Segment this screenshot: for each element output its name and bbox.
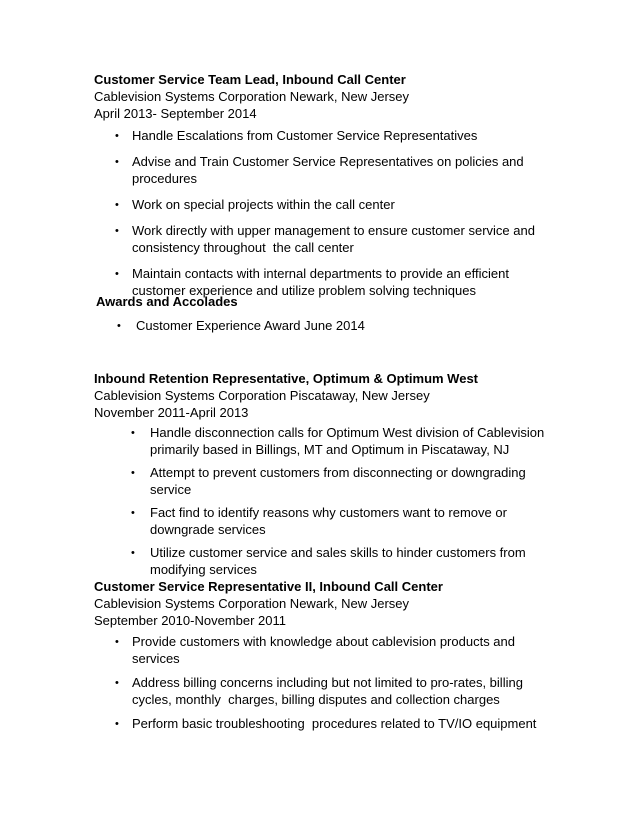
bullet-icon: • <box>115 130 119 142</box>
awards-section <box>96 294 616 310</box>
list-item-text: Customer Experience Award June 2014 <box>136 318 365 333</box>
job-entry-csr2 <box>94 579 614 629</box>
list-item-text: Maintain contacts with internal departments to provide an efficient <box>132 266 509 281</box>
list-item-text: customer experience and utilize problem solving techniques <box>132 283 476 298</box>
list-item-text: service <box>150 482 192 497</box>
bullet-icon: • <box>131 467 135 479</box>
list-item-text: consistency throughout the call center <box>132 240 354 255</box>
job-company: Cablevision Systems Corporation Piscataway, New Jersey <box>94 388 430 403</box>
bullet-icon: • <box>115 225 119 237</box>
bullet-icon: • <box>115 636 119 648</box>
list-item-text: primarily based in Billings, MT and Optimum in Piscataway, NJ <box>150 442 510 457</box>
job-title: Customer Service Team Lead, Inbound Call Center <box>94 72 406 87</box>
list-item-text: Advise and Train Customer Service Representatives on policies and <box>132 154 524 169</box>
bullet-icon: • <box>131 547 135 559</box>
job-title: Customer Service Representative II, Inbound Call Center <box>94 579 443 594</box>
job-company: Cablevision Systems Corporation Newark, New Jersey <box>94 89 410 104</box>
bullet-icon: • <box>131 507 135 519</box>
job-dates: September 2010-November 2011 <box>94 613 286 628</box>
job-entry-team-lead <box>94 72 614 122</box>
list-item-text: downgrade services <box>150 522 266 537</box>
list-item-text: Utilize customer service and sales skills to hinder customers from <box>150 545 526 560</box>
list-item-text: Work directly with upper management to ensure customer service and <box>132 223 535 238</box>
job-entry-retention <box>94 371 614 421</box>
job-title: Inbound Retention Representative, Optimum & Optimum West <box>94 371 479 386</box>
job-company: Cablevision Systems Corporation Newark, New Jersey <box>94 596 410 611</box>
list-item-text: services <box>132 651 180 666</box>
list-item-text: Handle Escalations from Customer Service Representatives <box>132 128 478 143</box>
bullet-icon: • <box>115 677 119 689</box>
job-dates: April 2013- September 2014 <box>94 106 257 121</box>
list-item-text: modifying services <box>150 562 257 577</box>
bullet-icon: • <box>115 718 119 730</box>
job-dates: November 2011-April 2013 <box>94 405 249 420</box>
list-item-text: Perform basic troubleshooting procedures related to TV/IO equipment <box>132 716 537 731</box>
bullet-icon: • <box>115 156 119 168</box>
list-item-text: cycles, monthly charges, billing disputes and collection charges <box>132 692 500 707</box>
awards-heading: Awards and Accolades <box>96 294 238 309</box>
list-item-text: Provide customers with knowledge about cablevision products and <box>132 634 515 649</box>
list-item-text: Fact find to identify reasons why customers want to remove or <box>150 505 507 520</box>
bullet-icon: • <box>131 427 135 439</box>
bullet-icon: • <box>115 268 119 280</box>
list-item-text: Work on special projects within the call center <box>132 197 395 212</box>
bullet-icon: • <box>117 320 121 332</box>
list-item-text: procedures <box>132 171 198 186</box>
list-item-text: Handle disconnection calls for Optimum West division of Cablevision <box>150 425 545 440</box>
bullet-icon: • <box>115 199 119 211</box>
list-item-text: Attempt to prevent customers from disconnecting or downgrading <box>150 465 526 480</box>
list-item-text: Address billing concerns including but not limited to pro-rates, billing <box>132 675 523 690</box>
